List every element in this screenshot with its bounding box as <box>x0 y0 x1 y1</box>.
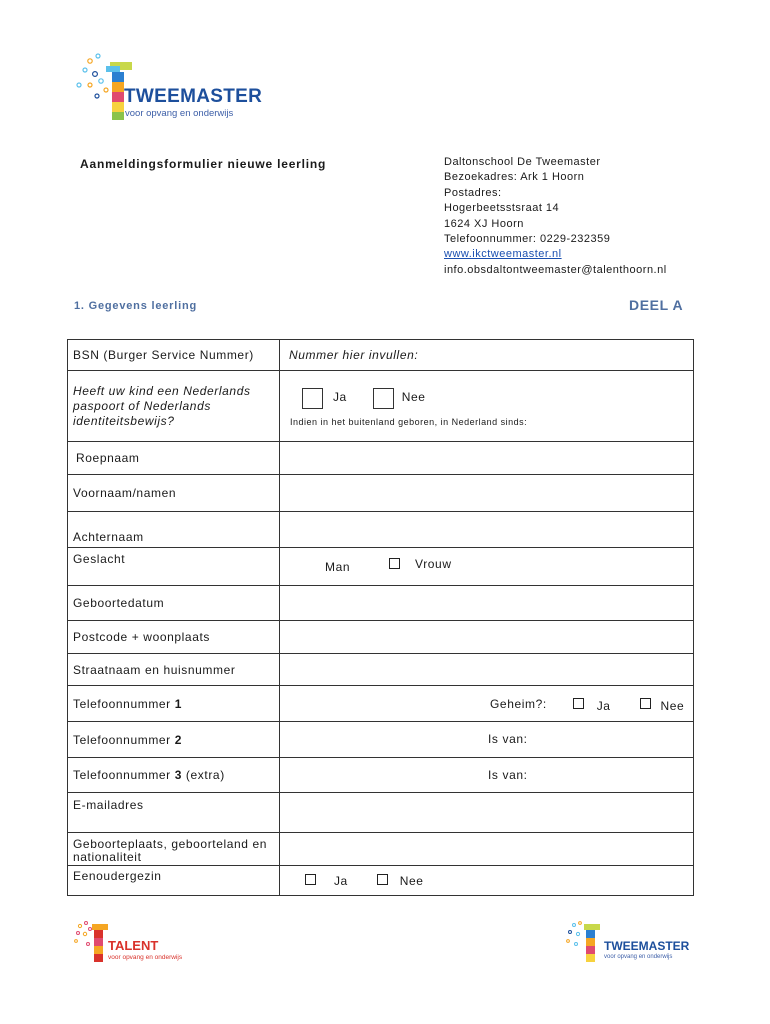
bsn-hint: Nummer hier invullen: <box>289 348 419 362</box>
geslacht-label: Geslacht <box>68 548 280 586</box>
voornaam-label: Voornaam/namen <box>68 475 280 512</box>
single-yes-label: Ja <box>333 873 348 888</box>
straat-field[interactable] <box>280 654 694 686</box>
secret-yes-label: Ja <box>596 698 611 713</box>
tel3-text: Telefoonnummer <box>73 768 175 782</box>
secret-label: Geheim?: <box>490 696 547 711</box>
passport-label: Heeft uw kind een Nederlands paspoort of Nederlands identiteitsbewijs? <box>68 371 280 442</box>
address-line: Postadres: <box>444 186 502 199</box>
section-title: 1. Gegevens leerling <box>74 300 197 312</box>
single-no-checkbox[interactable] <box>377 874 388 885</box>
tweemaster-footer-name: TWEEMASTER <box>604 939 690 953</box>
passport-no-label: Nee <box>401 390 426 405</box>
table-row <box>68 866 694 896</box>
part-label: DEEL A <box>629 297 684 313</box>
postcode-label: Postcode + woonplaats <box>68 621 280 654</box>
geboortedatum-field[interactable] <box>280 586 694 621</box>
bsn-field[interactable] <box>280 340 694 371</box>
tel3-number: 3 <box>174 768 182 782</box>
roepnaam-field[interactable] <box>280 442 694 475</box>
roepnaam-label <box>68 442 280 475</box>
table-row <box>68 793 694 833</box>
tel1-text: Telefoonnummer <box>73 696 175 711</box>
address-line: Telefoonnummer: 0229-232359 <box>444 233 611 246</box>
table-row <box>68 722 694 758</box>
tel2-owner-label: Is van: <box>488 731 528 746</box>
tweemaster-footer-tagline: voor opvang en onderwijs <box>604 954 673 960</box>
passport-options <box>302 388 688 409</box>
form-title: Aanmeldingsformulier nieuwe leerling <box>80 157 327 171</box>
single-parent-label: Eenoudergezin <box>68 866 280 896</box>
geslacht-field <box>280 548 694 586</box>
address-line: Bezoekadres: Ark 1 Hoorn <box>444 171 585 184</box>
talent-logo <box>74 920 214 966</box>
secret-no-checkbox[interactable] <box>640 698 651 709</box>
email-address: info.obsdaltontweemaster@talenthoorn.nl <box>444 263 667 276</box>
tel2-number: 2 <box>174 732 182 747</box>
table-row <box>68 686 694 722</box>
tel3-extra: (extra) <box>182 768 225 782</box>
talent-logo-name: TALENT <box>108 938 159 953</box>
gender-man-label: Man <box>325 559 351 574</box>
table-row <box>68 442 694 475</box>
table-row <box>68 371 694 442</box>
table-row <box>68 340 694 371</box>
roepnaam-text: Roepnaam <box>76 451 140 465</box>
passport-field <box>280 371 694 442</box>
table-row <box>68 548 694 586</box>
tel1-number: 1 <box>174 696 182 711</box>
table-row <box>68 621 694 654</box>
tel3-owner-label: Is van: <box>488 768 528 782</box>
table-row <box>68 758 694 793</box>
school-address <box>444 155 667 278</box>
student-form-table <box>67 339 694 896</box>
email-label: E-mailadres <box>68 793 280 833</box>
passport-yes-checkbox[interactable] <box>302 388 323 409</box>
tel2-text: Telefoonnummer <box>73 732 175 747</box>
tel1-field[interactable] <box>280 686 694 722</box>
tel3-field[interactable] <box>280 758 694 793</box>
table-row <box>68 654 694 686</box>
tweemaster-footer-logo <box>566 920 706 966</box>
voornaam-field[interactable] <box>280 475 694 512</box>
address-line: 1624 XJ Hoorn <box>444 217 524 230</box>
geboortedatum-label: Geboortedatum <box>68 586 280 621</box>
tel2-label <box>68 722 280 758</box>
secret-yes-checkbox[interactable] <box>573 698 584 709</box>
address-line: Hogerbeetsstsraat 14 <box>444 202 560 215</box>
talent-logo-tagline: voor opvang en onderwijs <box>108 954 183 961</box>
birthplace-field[interactable] <box>280 833 694 866</box>
table-row <box>68 475 694 512</box>
table-row <box>68 833 694 866</box>
email-field[interactable] <box>280 793 694 833</box>
single-yes-checkbox[interactable] <box>305 874 316 885</box>
tel1-label <box>68 686 280 722</box>
website-link[interactable]: www.ikctweemaster.nl <box>444 248 562 261</box>
address-line: Daltonschool De Tweemaster <box>444 156 601 168</box>
achternaam-field[interactable] <box>280 512 694 548</box>
straat-label: Straatnaam en huisnummer <box>68 654 280 686</box>
tel2-field[interactable] <box>280 722 694 758</box>
logo-tagline: voor opvang en onderwijs <box>125 108 234 119</box>
postcode-field[interactable] <box>280 621 694 654</box>
birthplace-label: Geboorteplaats, geboorteland en nationaliteit <box>68 833 280 866</box>
gender-vrouw-checkbox[interactable] <box>389 558 400 569</box>
tel3-label <box>68 758 280 793</box>
bsn-label: BSN (Burger Service Nummer) <box>68 340 280 371</box>
passport-note: Indien in het buitenland geboren, in Nederland sinds: <box>290 416 528 427</box>
single-parent-field <box>280 866 694 896</box>
achternaam-label: Achternaam <box>68 512 280 548</box>
table-row <box>68 512 694 548</box>
single-no-label: Nee <box>399 873 424 888</box>
passport-no-checkbox[interactable] <box>373 388 394 409</box>
table-row <box>68 586 694 621</box>
logo-name: TWEEMASTER <box>124 86 263 107</box>
gender-vrouw-label: Vrouw <box>415 556 452 571</box>
passport-yes-label: Ja <box>332 390 347 405</box>
secret-no-label: Nee <box>660 698 685 713</box>
